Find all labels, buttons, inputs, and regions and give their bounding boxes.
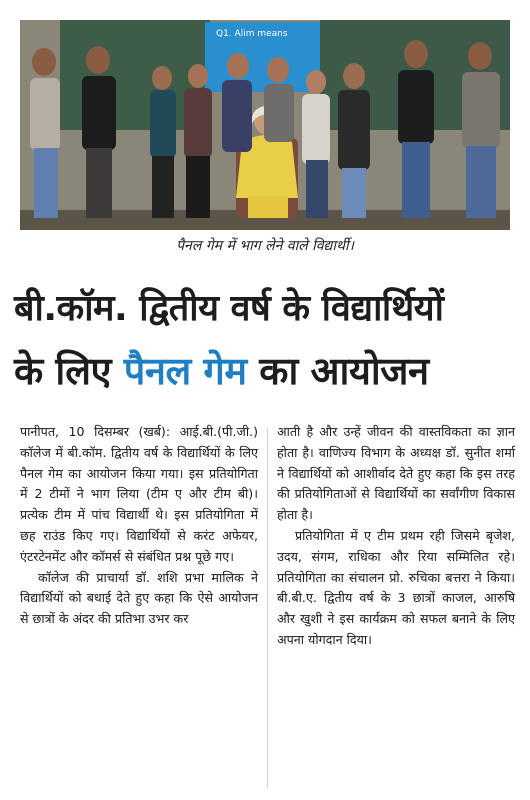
headline-accent: पैनल गेम <box>123 349 247 393</box>
headline-line-2-end: का आयोजन <box>246 349 429 393</box>
projector-text: Q1. Alim means <box>216 29 288 39</box>
headline-line-2 <box>14 340 519 402</box>
article-paragraph: पानीपत, 10 दिसम्बर (खर्ब): आई.बी.(पी.जी.) कॉलेज में बी.कॉम. द्वितीय वर्ष के विद्यार्थियों के लिए पैनल गेम का आयोजन किया गया। इस प्रतियोगिता में 2 टीमों ने भाग लिया (टीम ए और टीम बी)। प्रत्येक टीम में पांच विद्यार्थी थे। इस प्रतियोगिता में छह राउंड किए गए। विद्यार्थियों से करंट अफेयर, एंटरटेनमेंट और कॉमर्स से संबंधित प्रश्न पूछे गए। <box>20 424 258 564</box>
column-divider <box>267 428 268 788</box>
headline <box>14 278 519 402</box>
group-photo <box>20 20 510 230</box>
photo-caption: पैनल गेम में भाग लेने वाले विद्यार्थी। <box>176 238 354 254</box>
group-photo-illustration <box>20 20 510 230</box>
article-paragraph: प्रतियोगिता में ए टीम प्रथम रही जिसमे बृजेश, उदय, संगम, राधिका और रिया सम्मिलित रहे। प्रतियोगिता का संचालन प्रो. रुचिका बत्तरा ने किया। बी.बी.ए. द्वितीय वर्ष के 3 छात्रों काजल, आरुषि और खुशी ने इस कार्यक्रम को सफल बनाने के लिए अपना योगदान दिया। <box>277 527 515 647</box>
article-paragraph: कॉलेज की प्राचार्या डॉ. शशि प्रभा मालिक ने विद्यार्थियों को बधाई देते हुए कहा कि ऐसे आयोजन से छात्रों के अंदर की प्रतिभा उभर कर <box>20 569 258 627</box>
article-column-right <box>277 422 515 651</box>
article-paragraph: आती है और उन्हें जीवन की वास्तविकता का ज्ञान होता है। वाणिज्य विभाग के अध्यक्ष डॉ. सुनीत शर्मा ने विद्यार्थियों को आशीर्वाद देते हुए कहा कि इस तरह की प्रतियोगिताओं से विद्यार्थियों का सर्वांगीण विकास होता है। <box>277 424 515 523</box>
headline-line-1: बी.कॉम. द्वितीय वर्ष के विद्यार्थियों <box>14 288 444 329</box>
headline-line-2-start: के लिए <box>14 349 124 393</box>
article-column-left <box>20 422 258 630</box>
